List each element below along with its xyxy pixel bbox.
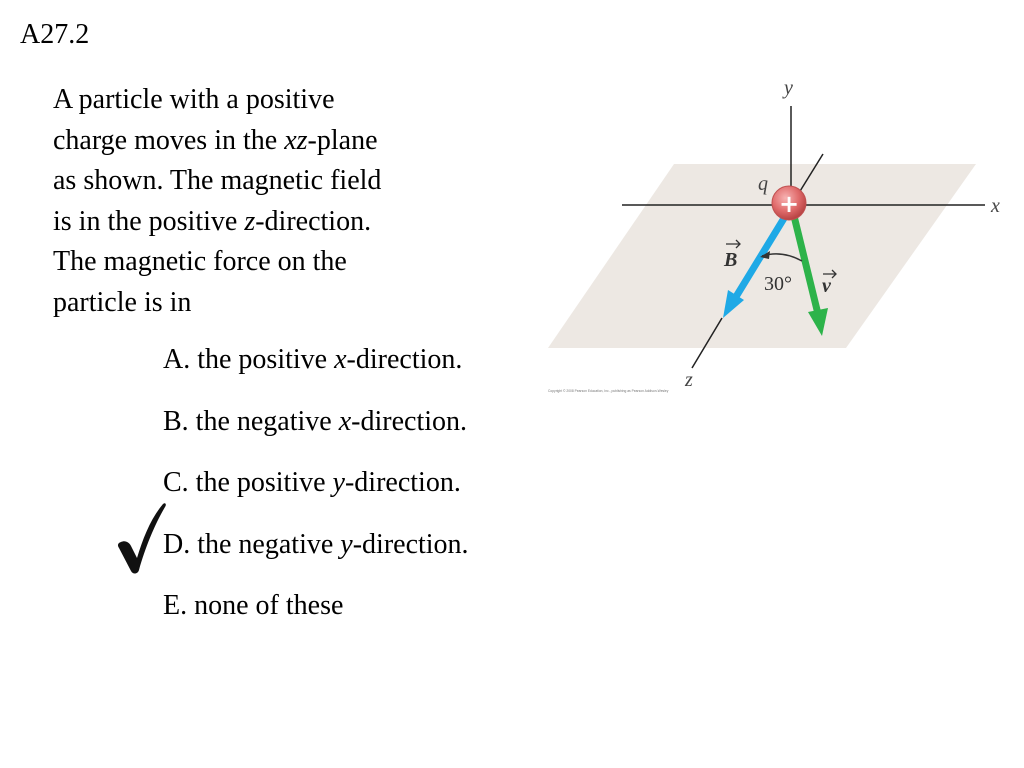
question-line: particle is in [53,286,192,318]
question-line: charge moves in the xz-plane [53,124,378,156]
question-line: is in the positive z-direction. [53,205,372,237]
choice-b[interactable]: B. the negative x-direction. [163,405,468,437]
b-vector-label: B [724,249,738,271]
axis-x-label: x [991,195,1000,217]
choice-c[interactable]: C. the positive y-direction. [163,467,461,498]
question-text [53,80,473,323]
charge-label: q [758,173,768,195]
copyright-note: Copyright © 2008 Pearson Education, Inc., publishing as Pearson Addison-Wesley [548,389,669,393]
question-line: The magnetic force on the [53,246,347,277]
question-line: as shown. The magnetic field [53,165,382,196]
magnetic-force-diagram [540,68,1020,398]
slide-id: A27.2 [20,19,90,50]
v-vector-label: v [822,275,831,297]
charge-sign: + [778,190,800,218]
checkmark-icon [115,500,167,576]
answer-choices [163,340,469,648]
axis-y-label: y [784,77,793,99]
choice-e[interactable]: E. none of these [163,590,344,621]
axis-z-label: z [685,369,693,391]
choice-a[interactable]: A. the positive x-direction. [163,344,463,375]
angle-label: 30° [764,273,792,295]
question-line: A particle with a positive [53,84,335,115]
choice-d[interactable]: D. the negative y-direction. [163,528,469,560]
